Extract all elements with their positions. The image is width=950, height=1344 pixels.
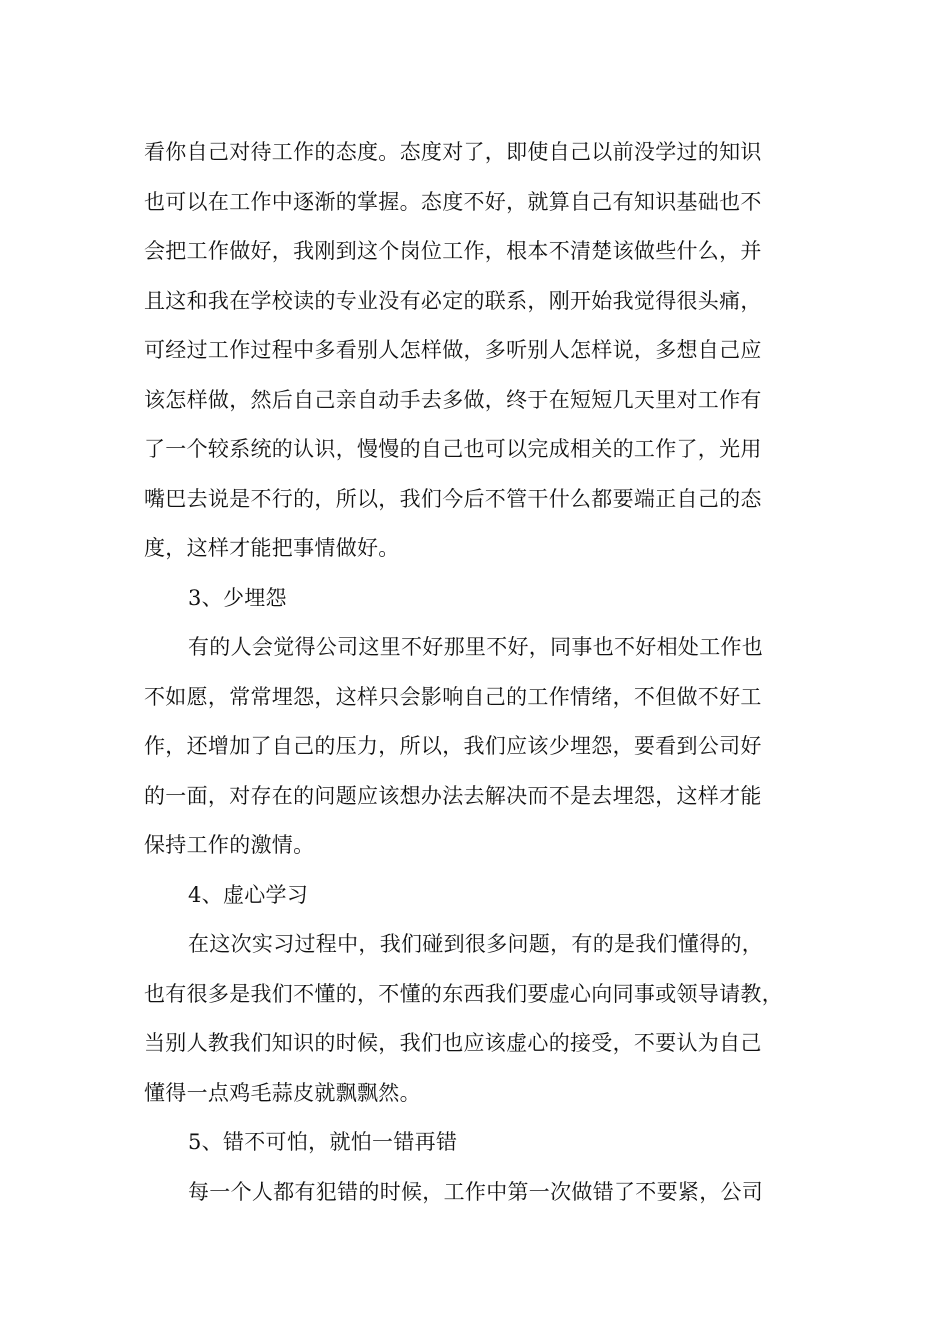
text-line: 5、错不可怕，就怕一错再错 [188,1130,458,1154]
text-line: 且这和我在学校读的专业没有必定的联系，刚开始我觉得很头痛， [144,288,762,313]
text-line: 嘴巴去说是不行的，所以，我们今后不管干什么都要端正自己的态 [144,486,762,511]
text-line: 懂得一点鸡毛蒜皮就飘飘然。 [144,1080,421,1105]
text-line: 3、少埋怨 [188,585,287,610]
text-line: 该怎样做，然后自己亲自动手去多做，终于在短短几天里对工作有 [144,387,762,412]
text-line: 了一个较系统的认识，慢慢的自己也可以完成相关的工作了，光用 [144,437,762,461]
document-body [144,128,834,1217]
text-line: 保持工作的激情。 [144,833,315,857]
text-line: 的一面，对存在的问题应该想办法去解决而不是去埋怨，这样才能 [144,783,762,808]
text-line: 可经过工作过程中多看别人怎样做，多听别人怎样说，多想自己应 [144,338,762,362]
text-line: 不如愿，常常埋怨，这样只会影响自己的工作情绪，不但做不好工 [144,684,762,709]
text-line: 作，还增加了自己的压力，所以，我们应该少埋怨，要看到公司好 [144,734,762,758]
text-line: 4、虚心学习 [188,882,309,907]
text-line: 也有很多是我们不懂的，不懂的东西我们要虚心向同事或领导请教， [144,981,783,1006]
text-line: 在这次实习过程中，我们碰到很多问题，有的是我们懂得的， [188,932,764,956]
text-line: 每一个人都有犯错的时候，工作中第一次做错了不要紧，公司 [188,1179,764,1204]
text-line: 看你自己对待工作的态度。态度对了，即使自己以前没学过的知识 [144,140,762,164]
text-line: 度，这样才能把事情做好。 [144,536,400,560]
text-line: 当别人教我们知识的时候，我们也应该虚心的接受，不要认为自己 [144,1031,762,1055]
text-line: 会把工作做好，我刚到这个岗位工作，根本不清楚该做些什么，并 [144,239,762,263]
text-line: 有的人会觉得公司这里不好那里不好，同事也不好相处工作也 [188,635,764,659]
text-line: 也可以在工作中逐渐的掌握。态度不好，就算自己有知识基础也不 [144,189,762,214]
